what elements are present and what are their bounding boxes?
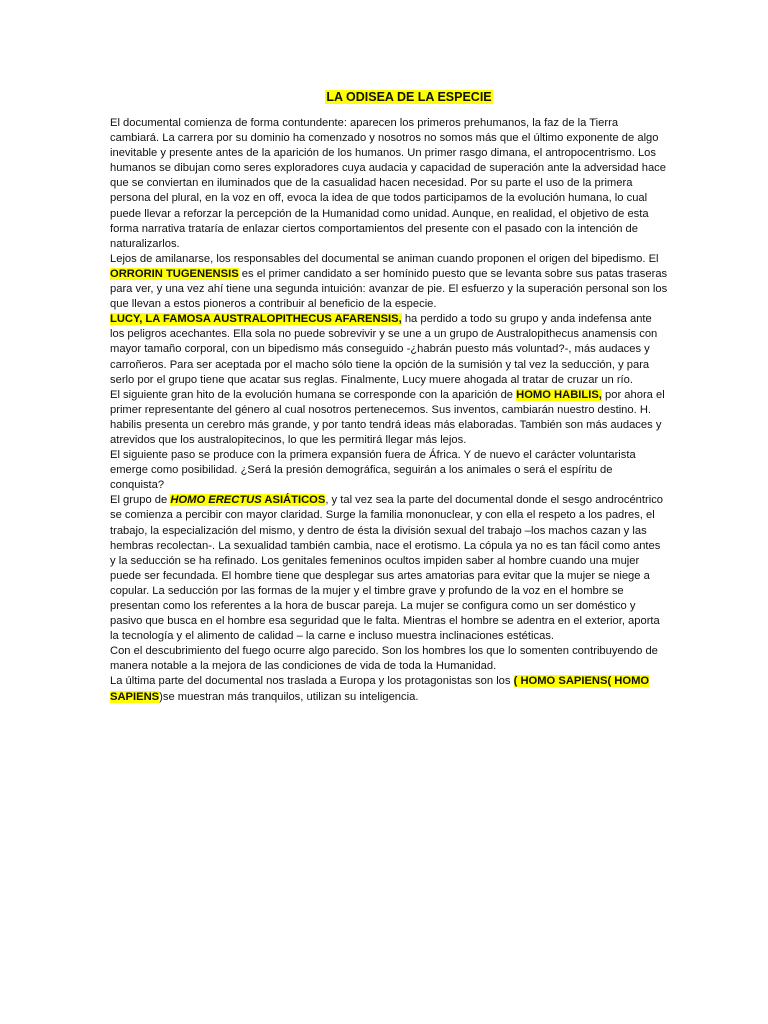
paragraph-lucy bbox=[110, 312, 668, 387]
paragraph-text: ha perdido a todo su grupo y anda indefensa ante los peligros acechantes. Ella sola no puede sobrevivir y se une a un grupo de Australopithecus anamensis con mayor tamaño corporal, con un bipedismo más conseguido -¿habrán puesto más voluntad?-, más audaces y carroñeros. Para ser aceptada por el macho sólo tiene la opción de la sumisión y tal vez la seducción, y para serlo por el grupo tiene que acatar sus reglas. Finalmente, Lucy muere ahogada al tratar de cruzar un río. bbox=[110, 313, 658, 386]
paragraph-orrorin bbox=[110, 252, 668, 312]
paragraph-fire bbox=[110, 644, 668, 674]
paragraph-text: , y tal vez sea la parte del documental donde el sesgo androcéntrico se comienza a percibir con mayor claridad. Surge la familia mononuclear, y con ella el respeto a los padres, el trabajo, la especialización del mismo, y dentro de ésta la división sexual del trabajo –los machos cazan y las hembras recolectan-. La sexualidad también cambia, nace el erotismo. La cópula ya no es tan fácil como antes y la seducción se ha refinado. Los genitales femeninos ocultos impiden saber al hombre cuando una mujer puede ser fecundada. El hombre tiene que desplegar sus artes amatorias para evitar que la mujer se niege a copular. La seducción por las formas de la mujer y el timbre grave y profundo de la voz en el hombre se presentan como los referentes a la hora de buscar pareja. La mujer se configura como un ser doméstico y pasivo que busca en el hombre esa seguridad que le falta. Mientras el hombre se adentra en el exterior, aporta la tecnología y el alimento de calidad – la carne e incluso muestra inclinaciones estéticas. bbox=[110, 494, 664, 643]
paragraph-text: El siguiente paso se produce con la primera expansión fuera de África. Y de nuevo el carácter voluntarista emerge como posibilidad. ¿Será la presión demográfica, seguirán a los animales o será el espíritu de conquista? bbox=[110, 449, 636, 492]
paragraph-text: Con el descubrimiento del fuego ocurre algo parecido. Son los hombres los que lo somenten contribuyendo de manera notable a la mejora de las condiciones de vida de toda la Humanidad. bbox=[110, 645, 658, 673]
paragraph-habilis bbox=[110, 388, 668, 448]
paragraph-intro bbox=[110, 116, 668, 252]
highlighted-term-homo-habilis: HOMO HABILIS, bbox=[516, 388, 602, 401]
paragraph-erectus bbox=[110, 493, 668, 644]
document-title: LA ODISEA DE LA ESPECIE bbox=[326, 90, 492, 104]
highlighted-term-orrorin: ORRORIN TUGENENSIS bbox=[110, 267, 239, 280]
highlighted-term-lucy: LUCY, LA FAMOSA AUSTRALOPITHECUS AFARENSIS, bbox=[110, 313, 402, 326]
paragraph-text: es el primer candidato a ser homínido puesto que se levanta sobre sus patas traseras para ver, y una vez ahí tiene una segunda intuición: avanzar de pie. El esfuerzo y la superación personal son los que llevan a estos pioneros a contribuir al beneficio de la especie. bbox=[110, 267, 668, 311]
highlighted-term-asiaticos: ASIÁTICOS bbox=[261, 494, 326, 507]
paragraph-text: El documental comienza de forma contundente: aparecen los primeros prehumanos, la faz de la Tierra cambiará. La carrera por su dominio ha comenzado y nosotros no somos más que el último exponente de algo inevitable y presente antes de la aparición de los humanos. Un primer rasgo dimana, el antropocentrismo. Los humanos se dibujan como seres exploradores cuya audacia y capacidad de superación ante la adversidad hace que se conviertan en iluminados que de la casualidad hacen necesidad. Por su parte el uso de la primera persona del plural, en la voz en off, evoca la idea de que todos participamos de la evolución humana, lo cual puede llevar a reforzar la percepción de la Humanidad como unidad. Aunque, en realidad, el objetivo de esta forma narrativa trataría de enlazar ciertos comportamientos del presente con el pasado con la intención de naturalizarlos. bbox=[110, 117, 666, 250]
paragraph-text: por ahora el primer representante del género al cual nosotros pertenecemos. Sus inventos, cambiarán nuestro destino. H. habilis presenta un cerebro más grande, y por tanto tendrá ideas más elaboradas. También son más audaces y atrevidos que los australopitecinos, lo que les permitirá llegar más lejos. bbox=[110, 388, 665, 446]
paragraph-text: El grupo de bbox=[110, 494, 171, 507]
document-body bbox=[110, 116, 668, 705]
paragraph-text: La última parte del documental nos traslada a Europa y los protagonistas son los bbox=[110, 675, 514, 688]
paragraph-text: )se muestran más tranquilos, utilizan su inteligencia. bbox=[159, 690, 419, 703]
highlighted-term-homo-erectus: HOMO ERECTUS bbox=[170, 494, 262, 507]
highlighted-term-neandertales: ( HOMO SAPIENS bbox=[513, 675, 608, 688]
title-container bbox=[150, 88, 668, 106]
paragraph-text: El siguiente gran hito de la evolución humana se corresponde con la aparición de bbox=[110, 388, 517, 401]
paragraph-text: Lejos de amilanarse, los responsables del documental se animan cuando proponen el origen del bipedismo. El bbox=[110, 252, 659, 265]
paragraph-neanderthals bbox=[110, 674, 668, 704]
paragraph-expansion bbox=[110, 448, 668, 493]
highlighted-term-homo-sapiens: ( HOMO SAPIENS bbox=[110, 675, 650, 703]
